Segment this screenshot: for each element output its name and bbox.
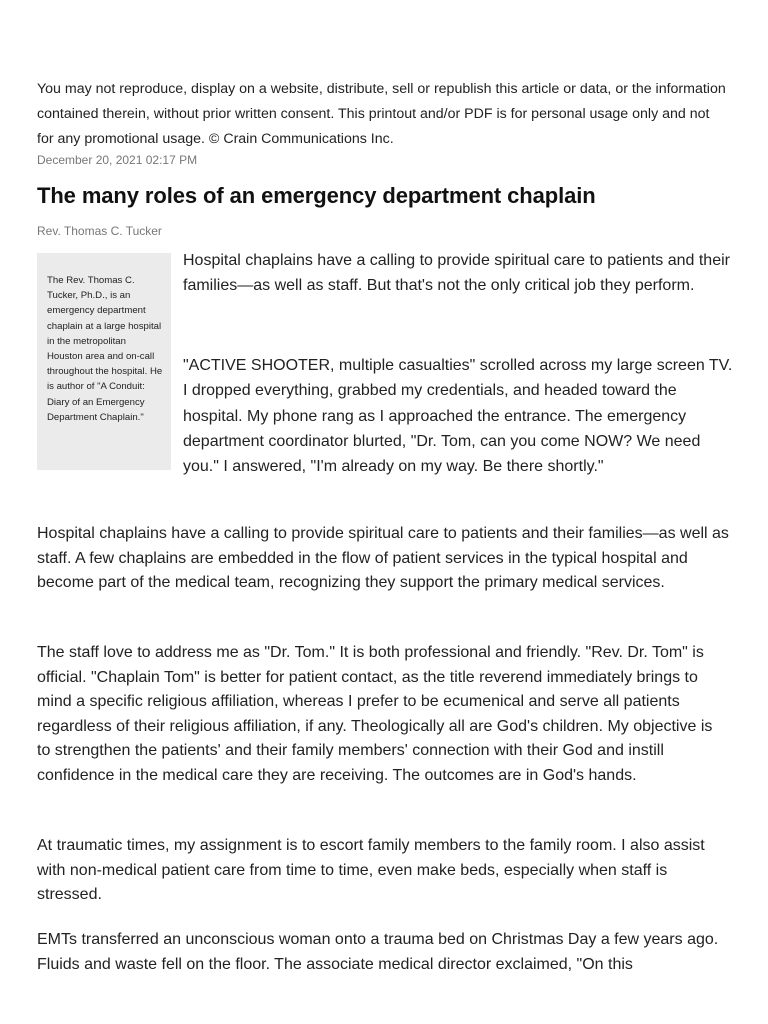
- publish-date: December 20, 2021 02:17 PM: [37, 153, 198, 167]
- author-bio-text: The Rev. Thomas C. Tucker, Ph.D., is an emergency department chaplain at a large hospital in the metropolitan Houston area and on-call throughout the hospital. He is author of "A Conduit: Diary of an Emergency Department Chaplain.": [47, 275, 163, 423]
- body-paragraph: At traumatic times, my assignment is to escort family members to the family room. I also assist with non-medical patient care from time to time, even make beds, especially when staff is stressed.: [37, 837, 705, 904]
- body-paragraph: The staff love to address me as "Dr. Tom." It is both professional and friendly. "Rev. Dr. Tom" is official. "Chaplain Tom" is better for patient contact, as the title reverend immediately brings to mind a specific religious affiliation, whereas I prefer to be ecumenical and serve all patients regardless of their religious affiliation, if any. Theologically all are God's children. My objective is to strengthen the patients' and their family members' connection with their God and instill confidence in the medical care they are receiving. The outcomes are in God's hands.: [37, 644, 713, 784]
- author-byline: Rev. Thomas C. Tucker: [37, 224, 162, 238]
- lead-paragraph: Hospital chaplains have a calling to provide spiritual care to patients and their families—as well as staff. But that's not the only critical job they perform.: [183, 252, 730, 295]
- lead-paragraph: "ACTIVE SHOOTER, multiple casualties" scrolled across my large screen TV. I dropped everything, grabbed my credentials, and headed toward the hospital. My phone rang as I approached the entrance. The emergency department coordinator blurted, "Dr. Tom, can you come NOW? We need you." I answered, "I'm already on my way. Be there shortly.": [183, 357, 733, 476]
- author-bio-box: [37, 253, 171, 470]
- copyright-notice: You may not reproduce, display on a website, distribute, sell or republish this article or data, or the information contained therein, without prior written consent. This printout and/or PDF is for personal usage only and not for any promotional usage. © Crain Communications Inc.: [37, 81, 726, 147]
- body-paragraph: EMTs transferred an unconscious woman onto a trauma bed on Christmas Day a few years ago. Fluids and waste fell on the floor. The associate medical director exclaimed, "On this: [37, 931, 719, 973]
- body-paragraph: Hospital chaplains have a calling to provide spiritual care to patients and their families—as well as staff. A few chaplains are embedded in the flow of patient services in the typical hospital and become part of the medical team, recognizing they support the primary medical services.: [37, 525, 729, 592]
- article-headline: The many roles of an emergency department chaplain: [37, 183, 596, 208]
